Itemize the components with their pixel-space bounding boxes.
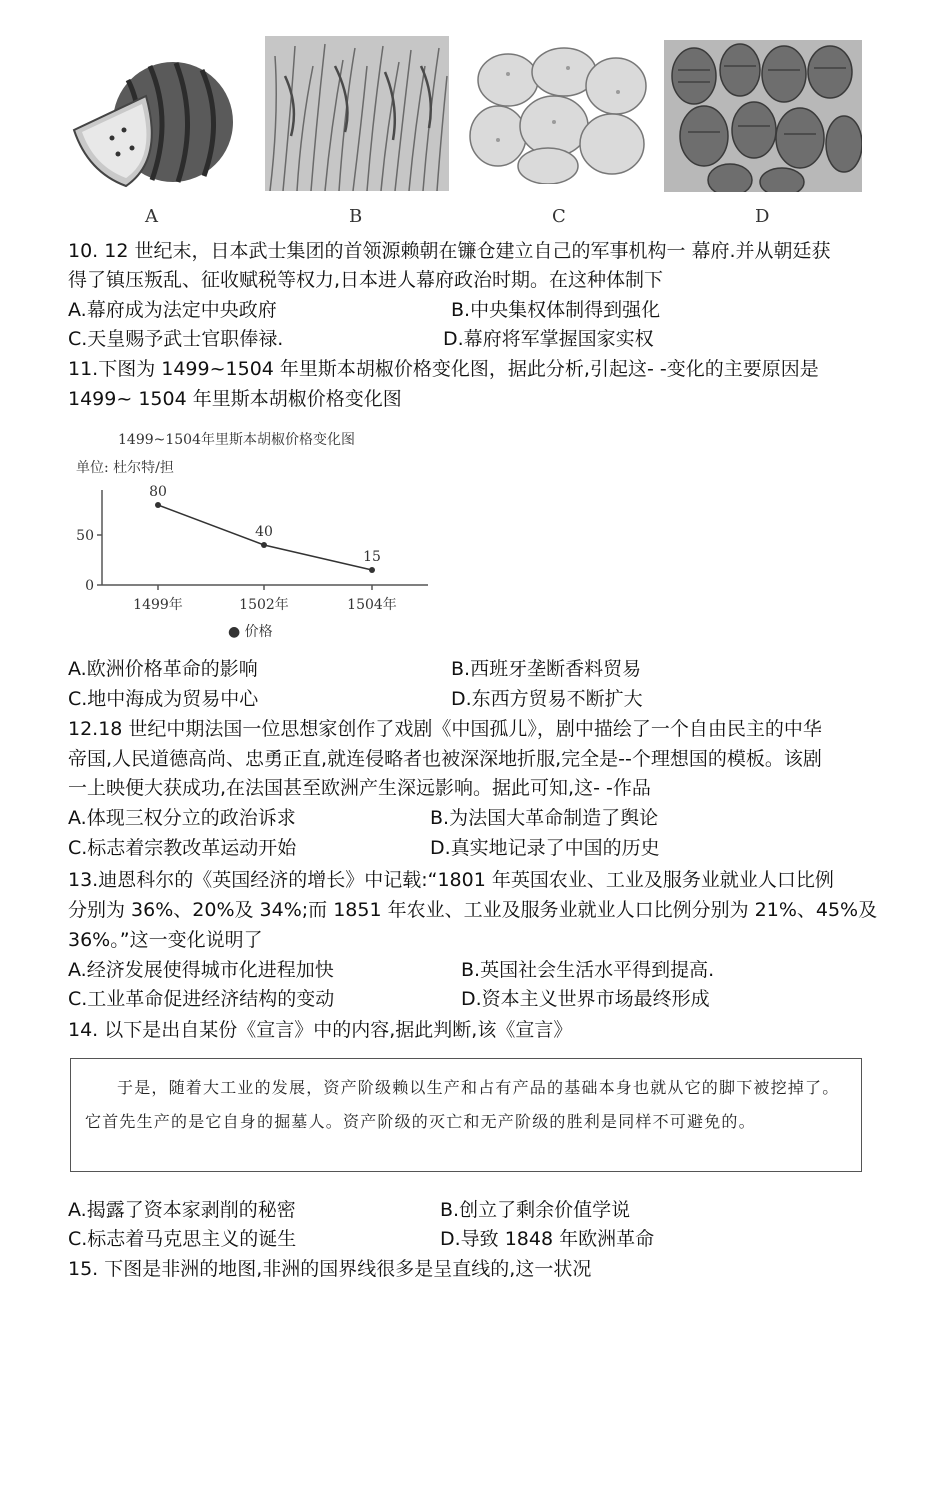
watermelon-image <box>68 60 240 190</box>
y-tick-label: 0 <box>85 578 94 594</box>
q10-stem-line1: 10. 12 世纪末，日本武士集团的首领源赖朝在镰仓建立自己的军事机构一 幕府.并从朝廷获 <box>68 240 831 262</box>
q12-stem-line3: 一上映便大获成功,在法国甚至欧洲产生深远影响。据此可知,这- -作品 <box>68 777 651 799</box>
image-label-c: C <box>552 206 566 227</box>
q11-option-c: C.地中海成为贸易中心 <box>68 688 259 710</box>
image-label-a: A <box>145 206 158 227</box>
q11-option-d: D.东西方贸易不断扩大 <box>451 688 643 710</box>
q14-option-a: A.揭露了资本家剥削的秘密 <box>68 1199 296 1221</box>
q14-option-d: D.导致 1848 年欧洲革命 <box>440 1228 655 1250</box>
data-point <box>261 542 267 548</box>
q11-stem-line1: 11.下图为 1499~1504 年里斯本胡椒价格变化图，据此分析,引起这- -变化的主要原因是 <box>68 358 819 380</box>
chart-unit-label: 单位: 杜尔特/担 <box>76 460 174 476</box>
image-label-b: B <box>349 206 363 227</box>
data-point <box>369 567 375 573</box>
q13-option-b: B.英国社会生活水平得到提高. <box>461 959 715 981</box>
q10-option-c: C.天皇赐予武士官职俸禄. <box>68 328 284 350</box>
q12-option-c: C.标志着宗教改革运动开始 <box>68 837 297 859</box>
q13-option-c: C.工业革命促进经济结构的变动 <box>68 988 335 1010</box>
data-point <box>155 502 161 508</box>
q14-option-c: C.标志着马克思主义的诞生 <box>68 1228 297 1250</box>
y-tick-label: 50 <box>76 528 94 544</box>
q10-stem-line2: 得了镇压叛乱、征收赋税等权力,日本进人幕府政治时期。在这种体制下 <box>68 269 664 291</box>
data-label: 15 <box>363 549 381 565</box>
rice-field-image <box>265 36 449 191</box>
taro-image <box>664 40 862 192</box>
data-label: 40 <box>255 524 273 540</box>
q13-option-d: D.资本主义世界市场最终形成 <box>461 988 710 1010</box>
q13-stem-line1: 13.迪恩科尔的《英国经济的增长》中记载:“1801 年英国农业、工业及服务业就业人口比例 <box>68 869 834 891</box>
chart-title: 1499~1504年里斯本胡椒价格变化图 <box>118 432 355 448</box>
x-tick-label: 1504年 <box>347 597 397 613</box>
q13-stem-line3: 36%。”这一变化说明了 <box>68 929 263 951</box>
potatoes-image <box>468 44 650 184</box>
q12-option-a: A.体现三权分立的政治诉求 <box>68 807 296 829</box>
q12-option-d: D.真实地记录了中国的历史 <box>430 837 660 859</box>
q15-stem-line1: 15. 下图是非洲的地图,非洲的国界线很多是呈直线的,这一状况 <box>68 1258 592 1280</box>
q11-option-b: B.西班牙垄断香料贸易 <box>451 658 642 680</box>
x-tick-label: 1502年 <box>239 597 289 613</box>
data-label: 80 <box>149 484 167 500</box>
chart-legend: ● 价格 <box>228 624 273 640</box>
q12-stem-line2: 帝国,人民道德高尚、忠勇正直,就连侵略者也被深深地折服,完全是--个理想国的模板。该剧 <box>68 748 822 770</box>
q11-stem-line2: 1499~ 1504 年里斯本胡椒价格变化图 <box>68 388 402 410</box>
q11-option-a: A.欧洲价格革命的影响 <box>68 658 258 680</box>
q13-option-a: A.经济发展使得城市化进程加快 <box>68 959 334 981</box>
manifesto-quote-text: 于是，随着大工业的发展，资产阶级赖以生产和占有产品的基础本身也就从它的脚下被挖掉了。它首先生产的是它自身的掘墓人。资产阶级的灭亡和无产阶级的胜利是同样不可避免的。 <box>85 1078 840 1131</box>
manifesto-quote-box <box>70 1058 862 1172</box>
q10-option-a: A.幕府成为法定中央政府 <box>68 299 277 321</box>
q12-option-b: B.为法国大革命制造了舆论 <box>430 807 659 829</box>
image-label-d: D <box>755 206 770 227</box>
q10-option-b: B.中央集权体制得到强化 <box>451 299 661 321</box>
q14-stem-line1: 14. 以下是出自某份《宣言》中的内容,据此判断,该《宣言》 <box>68 1019 573 1041</box>
q12-stem-line1: 12.18 世纪中期法国一位思想家创作了戏剧《中国孤儿》，剧中描绘了一个自由民主的中华 <box>68 718 822 740</box>
x-tick-label: 1499年 <box>133 597 183 613</box>
q14-option-b: B.创立了剩余价值学说 <box>440 1199 631 1221</box>
q10-option-d: D.幕府将军掌握国家实权 <box>443 328 654 350</box>
pepper-price-chart <box>66 420 446 650</box>
q13-stem-line2: 分别为 36%、20%及 34%;而 1851 年农业、工业及服务业就业人口比例分别为 21%、45%及 <box>68 899 878 921</box>
